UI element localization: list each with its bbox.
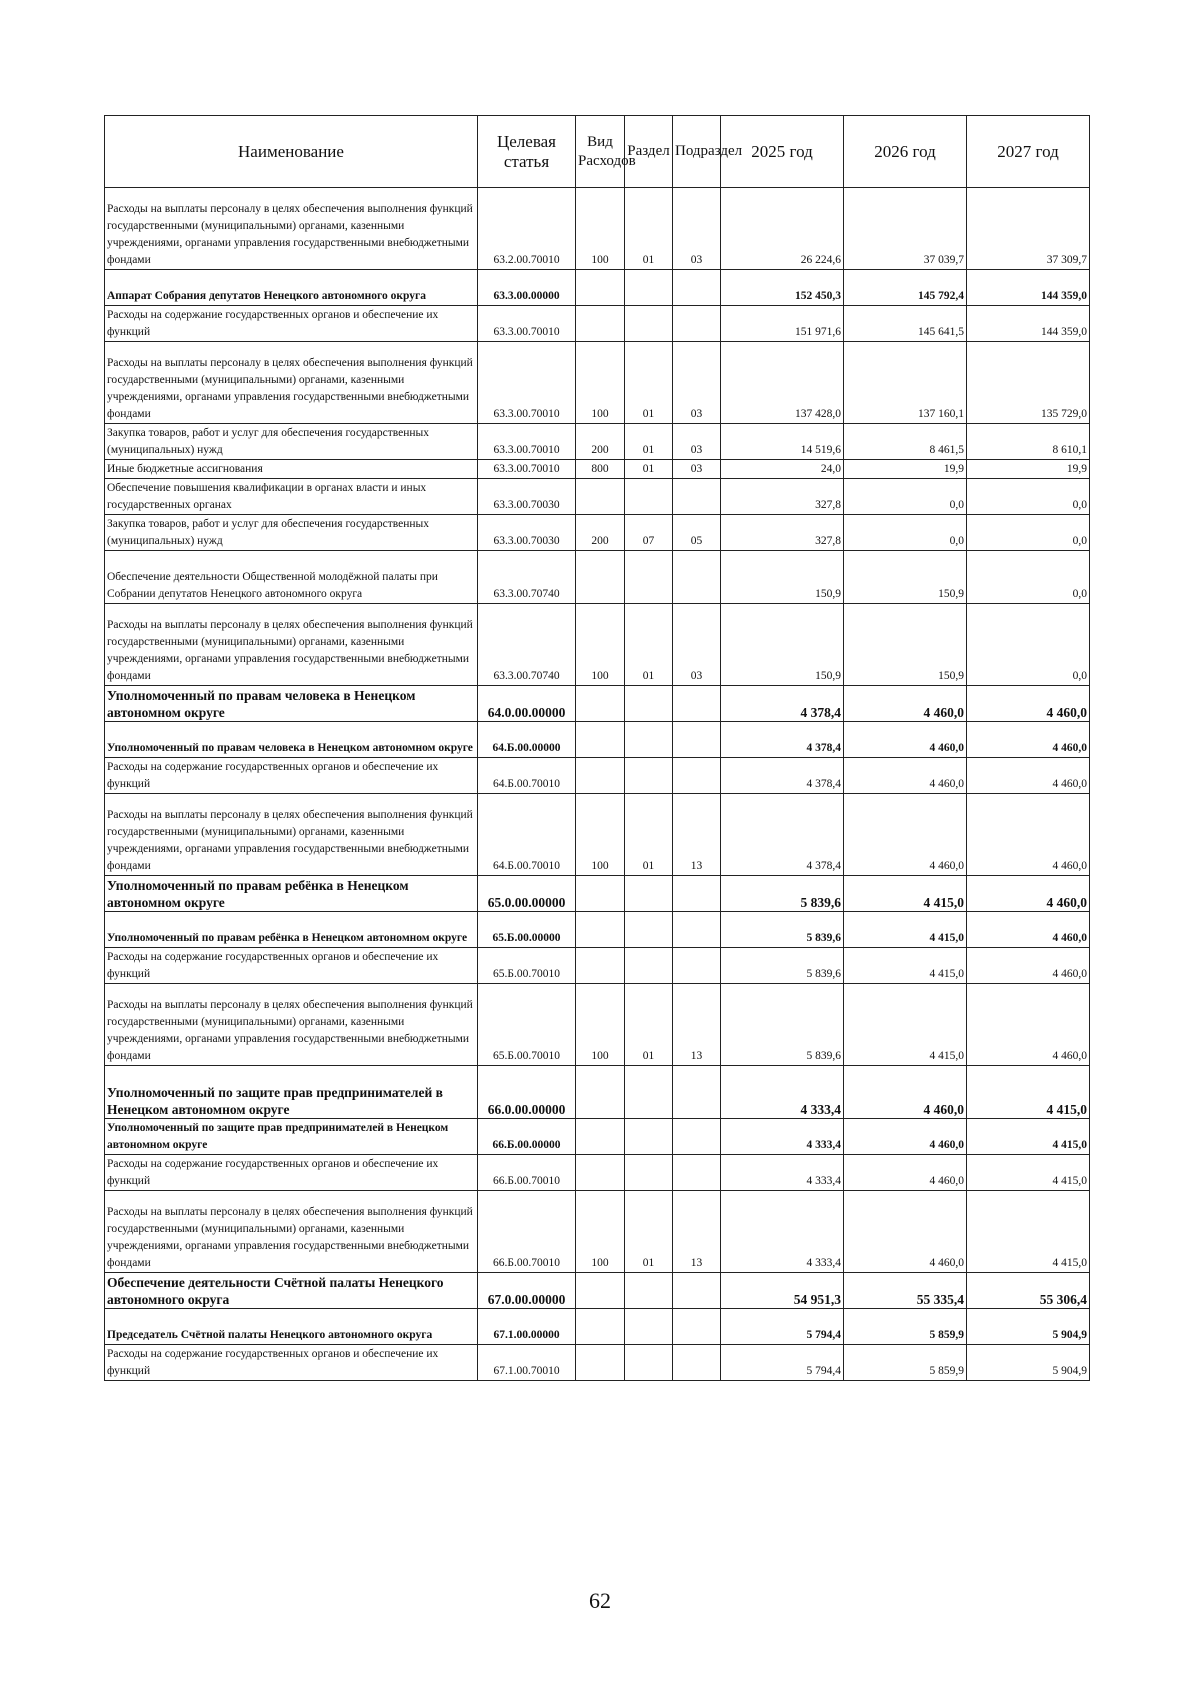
table-row: [105, 1345, 1090, 1381]
row-value-2025-cell: 4 378,4: [721, 686, 844, 722]
row-section-cell: [625, 1155, 673, 1191]
row-subsection-cell: [673, 1273, 721, 1309]
row-name-cell: Уполномоченный по защите прав предпринимателей в Ненецком автономном округе: [105, 1066, 478, 1119]
table-row: [105, 912, 1090, 948]
row-value-2026-cell: 4 460,0: [844, 794, 967, 876]
table-header: [105, 116, 1090, 188]
row-expense-kind-cell: [576, 479, 625, 515]
row-value-2025-cell: 5 839,6: [721, 948, 844, 984]
row-target-article-cell: 65.Б.00.70010: [478, 948, 576, 984]
column-header-target-article: Целевая статья: [478, 116, 576, 188]
row-section-cell: 01: [625, 424, 673, 460]
row-name-cell: Расходы на выплаты персоналу в целях обеспечения выполнения функций государственными (муниципальными) органами, казенными учреждениями, органами управления государственными внебюджетными фондами: [105, 188, 478, 270]
row-value-2025-cell: 4 333,4: [721, 1191, 844, 1273]
row-value-2026-cell: 4 460,0: [844, 686, 967, 722]
row-value-2026-cell: 0,0: [844, 479, 967, 515]
row-section-cell: [625, 1345, 673, 1381]
row-name-cell: Аппарат Собрания депутатов Ненецкого автономного округа: [105, 270, 478, 306]
table-row: [105, 1155, 1090, 1191]
row-subsection-cell: [673, 1155, 721, 1191]
row-expense-kind-cell: [576, 551, 625, 604]
row-value-2025-cell: 4 333,4: [721, 1119, 844, 1155]
row-subsection-cell: 13: [673, 1191, 721, 1273]
row-expense-kind-cell: [576, 912, 625, 948]
row-section-cell: [625, 270, 673, 306]
row-expense-kind-cell: [576, 948, 625, 984]
row-value-2027-cell: 4 460,0: [967, 794, 1090, 876]
table-row: [105, 984, 1090, 1066]
row-value-2025-cell: 327,8: [721, 515, 844, 551]
row-target-article-cell: 64.Б.00.70010: [478, 758, 576, 794]
row-section-cell: [625, 1273, 673, 1309]
row-value-2026-cell: 8 461,5: [844, 424, 967, 460]
row-value-2025-cell: 54 951,3: [721, 1273, 844, 1309]
row-section-cell: 01: [625, 984, 673, 1066]
row-target-article-cell: 66.Б.00.00000: [478, 1119, 576, 1155]
row-value-2027-cell: 5 904,9: [967, 1345, 1090, 1381]
row-subsection-cell: [673, 306, 721, 342]
row-target-article-cell: 64.0.00.00000: [478, 686, 576, 722]
table-row: [105, 948, 1090, 984]
table-row: [105, 1119, 1090, 1155]
row-value-2027-cell: 4 460,0: [967, 984, 1090, 1066]
table-row: [105, 1273, 1090, 1309]
row-expense-kind-cell: [576, 686, 625, 722]
row-value-2026-cell: 4 460,0: [844, 1191, 967, 1273]
row-section-cell: [625, 1309, 673, 1345]
row-value-2026-cell: 4 415,0: [844, 912, 967, 948]
row-value-2027-cell: 4 460,0: [967, 876, 1090, 912]
table-row: [105, 722, 1090, 758]
row-target-article-cell: 66.Б.00.70010: [478, 1191, 576, 1273]
row-section-cell: 01: [625, 1191, 673, 1273]
row-section-cell: 01: [625, 794, 673, 876]
row-target-article-cell: 63.3.00.70740: [478, 551, 576, 604]
row-value-2026-cell: 5 859,9: [844, 1345, 967, 1381]
row-value-2026-cell: 4 460,0: [844, 1119, 967, 1155]
row-value-2027-cell: 4 460,0: [967, 686, 1090, 722]
row-target-article-cell: 67.1.00.00000: [478, 1309, 576, 1345]
row-subsection-cell: [673, 1066, 721, 1119]
row-section-cell: [625, 1119, 673, 1155]
row-expense-kind-cell: 100: [576, 604, 625, 686]
table-row: [105, 1066, 1090, 1119]
row-value-2026-cell: 4 460,0: [844, 1066, 967, 1119]
row-target-article-cell: 65.Б.00.00000: [478, 912, 576, 948]
row-name-cell: Обеспечение повышения квалификации в органах власти и иных государственных органах: [105, 479, 478, 515]
row-name-cell: Обеспечение деятельности Счётной палаты Ненецкого автономного округа: [105, 1273, 478, 1309]
row-name-cell: Закупка товаров, работ и услуг для обеспечения государственных (муниципальных) нужд: [105, 424, 478, 460]
row-name-cell: Уполномоченный по правам человека в Ненецком автономном округе: [105, 722, 478, 758]
row-section-cell: [625, 876, 673, 912]
row-name-cell: Расходы на выплаты персоналу в целях обеспечения выполнения функций государственными (муниципальными) органами, казенными учреждениями, органами управления государственными внебюджетными фондами: [105, 604, 478, 686]
budget-table: [104, 115, 1090, 1381]
table-row: [105, 479, 1090, 515]
row-value-2027-cell: 8 610,1: [967, 424, 1090, 460]
row-value-2027-cell: 55 306,4: [967, 1273, 1090, 1309]
row-target-article-cell: 63.3.00.70740: [478, 604, 576, 686]
row-value-2026-cell: 55 335,4: [844, 1273, 967, 1309]
row-target-article-cell: 63.3.00.00000: [478, 270, 576, 306]
row-subsection-cell: [673, 758, 721, 794]
row-subsection-cell: [673, 551, 721, 604]
row-value-2025-cell: 4 378,4: [721, 758, 844, 794]
row-target-article-cell: 67.1.00.70010: [478, 1345, 576, 1381]
table-row: [105, 460, 1090, 479]
column-header-2026: 2026 год: [844, 116, 967, 188]
row-section-cell: 01: [625, 342, 673, 424]
row-name-cell: Председатель Счётной палаты Ненецкого автономного округа: [105, 1309, 478, 1345]
table-row: [105, 306, 1090, 342]
row-name-cell: Иные бюджетные ассигнования: [105, 460, 478, 479]
row-value-2025-cell: 137 428,0: [721, 342, 844, 424]
row-value-2027-cell: 0,0: [967, 515, 1090, 551]
row-value-2026-cell: 4 415,0: [844, 984, 967, 1066]
row-value-2025-cell: 4 333,4: [721, 1155, 844, 1191]
row-name-cell: Расходы на выплаты персоналу в целях обеспечения выполнения функций государственными (муниципальными) органами, казенными учреждениями, органами управления государственными внебюджетными фондами: [105, 984, 478, 1066]
row-name-cell: Обеспечение деятельности Общественной молодёжной палаты при Собрании депутатов Ненецкого автономного округа: [105, 551, 478, 604]
row-target-article-cell: 63.3.00.70010: [478, 342, 576, 424]
row-subsection-cell: [673, 1345, 721, 1381]
row-value-2026-cell: 145 792,4: [844, 270, 967, 306]
row-section-cell: 01: [625, 604, 673, 686]
row-subsection-cell: [673, 1119, 721, 1155]
row-value-2025-cell: 14 519,6: [721, 424, 844, 460]
row-value-2025-cell: 4 378,4: [721, 794, 844, 876]
row-expense-kind-cell: 200: [576, 515, 625, 551]
row-value-2025-cell: 5 794,4: [721, 1345, 844, 1381]
row-value-2027-cell: 4 460,0: [967, 948, 1090, 984]
row-section-cell: [625, 551, 673, 604]
row-value-2026-cell: 4 415,0: [844, 948, 967, 984]
row-value-2025-cell: 5 839,6: [721, 984, 844, 1066]
row-target-article-cell: 63.3.00.70030: [478, 515, 576, 551]
row-section-cell: [625, 1066, 673, 1119]
row-value-2025-cell: 5 839,6: [721, 912, 844, 948]
row-expense-kind-cell: [576, 876, 625, 912]
row-section-cell: 07: [625, 515, 673, 551]
column-header-expense-kind: Вид Расходов: [576, 116, 625, 188]
table-row: [105, 758, 1090, 794]
row-target-article-cell: 64.Б.00.70010: [478, 794, 576, 876]
table-row: [105, 342, 1090, 424]
row-target-article-cell: 63.3.00.70010: [478, 424, 576, 460]
table-row: [105, 424, 1090, 460]
table-row: [105, 270, 1090, 306]
row-expense-kind-cell: 100: [576, 188, 625, 270]
row-value-2025-cell: 26 224,6: [721, 188, 844, 270]
row-value-2025-cell: 4 333,4: [721, 1066, 844, 1119]
row-target-article-cell: 65.0.00.00000: [478, 876, 576, 912]
table-row: [105, 876, 1090, 912]
row-subsection-cell: 03: [673, 188, 721, 270]
row-subsection-cell: [673, 479, 721, 515]
row-value-2026-cell: 0,0: [844, 515, 967, 551]
row-expense-kind-cell: [576, 1345, 625, 1381]
row-target-article-cell: 66.Б.00.70010: [478, 1155, 576, 1191]
row-expense-kind-cell: [576, 1119, 625, 1155]
table-row: [105, 604, 1090, 686]
row-target-article-cell: 63.2.00.70010: [478, 188, 576, 270]
row-value-2027-cell: 0,0: [967, 604, 1090, 686]
table-row: [105, 515, 1090, 551]
row-value-2027-cell: 4 460,0: [967, 912, 1090, 948]
row-value-2025-cell: 5 839,6: [721, 876, 844, 912]
row-name-cell: Закупка товаров, работ и услуг для обеспечения государственных (муниципальных) нужд: [105, 515, 478, 551]
row-value-2025-cell: 150,9: [721, 604, 844, 686]
row-subsection-cell: [673, 686, 721, 722]
table-row: [105, 794, 1090, 876]
row-value-2027-cell: 144 359,0: [967, 270, 1090, 306]
row-value-2026-cell: 137 160,1: [844, 342, 967, 424]
row-value-2025-cell: 4 378,4: [721, 722, 844, 758]
row-name-cell: Расходы на выплаты персоналу в целях обеспечения выполнения функций государственными (муниципальными) органами, казенными учреждениями, органами управления государственными внебюджетными фондами: [105, 1191, 478, 1273]
row-value-2027-cell: 4 415,0: [967, 1191, 1090, 1273]
row-target-article-cell: 67.0.00.00000: [478, 1273, 576, 1309]
column-header-2025: 2025 год: [721, 116, 844, 188]
row-expense-kind-cell: [576, 1309, 625, 1345]
row-value-2026-cell: 4 415,0: [844, 876, 967, 912]
row-target-article-cell: 63.3.00.70010: [478, 460, 576, 479]
row-subsection-cell: 03: [673, 342, 721, 424]
row-name-cell: Расходы на содержание государственных органов и обеспечение их функций: [105, 1345, 478, 1381]
table-row: [105, 1309, 1090, 1345]
row-name-cell: Расходы на содержание государственных органов и обеспечение их функций: [105, 1155, 478, 1191]
row-value-2027-cell: 4 415,0: [967, 1066, 1090, 1119]
row-target-article-cell: 63.3.00.70010: [478, 306, 576, 342]
row-subsection-cell: [673, 270, 721, 306]
column-header-subsection: Подраздел: [673, 116, 721, 188]
row-value-2025-cell: 151 971,6: [721, 306, 844, 342]
table-row: [105, 1191, 1090, 1273]
row-section-cell: [625, 479, 673, 515]
row-name-cell: Расходы на содержание государственных органов и обеспечение их функций: [105, 948, 478, 984]
row-subsection-cell: 13: [673, 794, 721, 876]
row-value-2026-cell: 37 039,7: [844, 188, 967, 270]
row-value-2026-cell: 5 859,9: [844, 1309, 967, 1345]
row-name-cell: Расходы на выплаты персоналу в целях обеспечения выполнения функций государственными (муниципальными) органами, казенными учреждениями, органами управления государственными внебюджетными фондами: [105, 794, 478, 876]
table-row: [105, 188, 1090, 270]
row-subsection-cell: 03: [673, 424, 721, 460]
row-subsection-cell: 13: [673, 984, 721, 1066]
row-name-cell: Уполномоченный по правам ребёнка в Ненецком автономном округе: [105, 912, 478, 948]
row-expense-kind-cell: [576, 722, 625, 758]
row-section-cell: [625, 912, 673, 948]
row-subsection-cell: 05: [673, 515, 721, 551]
row-expense-kind-cell: 100: [576, 794, 625, 876]
row-expense-kind-cell: 100: [576, 984, 625, 1066]
row-value-2025-cell: 152 450,3: [721, 270, 844, 306]
row-value-2026-cell: 4 460,0: [844, 1155, 967, 1191]
row-value-2026-cell: 145 641,5: [844, 306, 967, 342]
page-number: 62: [589, 1588, 611, 1613]
row-target-article-cell: 63.3.00.70030: [478, 479, 576, 515]
row-subsection-cell: [673, 948, 721, 984]
row-expense-kind-cell: 100: [576, 1191, 625, 1273]
row-value-2026-cell: 150,9: [844, 551, 967, 604]
row-subsection-cell: [673, 876, 721, 912]
row-value-2027-cell: 37 309,7: [967, 188, 1090, 270]
row-expense-kind-cell: [576, 1066, 625, 1119]
row-value-2027-cell: 135 729,0: [967, 342, 1090, 424]
row-value-2026-cell: 150,9: [844, 604, 967, 686]
row-expense-kind-cell: [576, 306, 625, 342]
row-name-cell: Уполномоченный по правам человека в Ненецком автономном округе: [105, 686, 478, 722]
row-value-2027-cell: 144 359,0: [967, 306, 1090, 342]
row-section-cell: [625, 948, 673, 984]
row-value-2027-cell: 4 415,0: [967, 1119, 1090, 1155]
column-header-2027: 2027 год: [967, 116, 1090, 188]
row-name-cell: Расходы на выплаты персоналу в целях обеспечения выполнения функций государственными (муниципальными) органами, казенными учреждениями, органами управления государственными внебюджетными фондами: [105, 342, 478, 424]
row-value-2025-cell: 5 794,4: [721, 1309, 844, 1345]
table-body: [105, 188, 1090, 1381]
row-value-2027-cell: 0,0: [967, 479, 1090, 515]
row-value-2026-cell: 4 460,0: [844, 722, 967, 758]
row-value-2027-cell: 0,0: [967, 551, 1090, 604]
row-name-cell: Расходы на содержание государственных органов и обеспечение их функций: [105, 306, 478, 342]
row-value-2025-cell: 327,8: [721, 479, 844, 515]
row-value-2027-cell: 19,9: [967, 460, 1090, 479]
row-name-cell: Расходы на содержание государственных органов и обеспечение их функций: [105, 758, 478, 794]
row-section-cell: [625, 306, 673, 342]
row-section-cell: [625, 686, 673, 722]
row-name-cell: Уполномоченный по защите прав предпринимателей в Ненецком автономном округе: [105, 1119, 478, 1155]
row-value-2027-cell: 4 460,0: [967, 722, 1090, 758]
row-expense-kind-cell: 200: [576, 424, 625, 460]
row-section-cell: 01: [625, 188, 673, 270]
row-name-cell: Уполномоченный по правам ребёнка в Ненецком автономном округе: [105, 876, 478, 912]
table-row: [105, 551, 1090, 604]
row-value-2026-cell: 4 460,0: [844, 758, 967, 794]
row-subsection-cell: [673, 722, 721, 758]
table-row: [105, 686, 1090, 722]
row-expense-kind-cell: [576, 1273, 625, 1309]
column-header-name: Наименование: [105, 116, 478, 188]
row-value-2027-cell: 4 415,0: [967, 1155, 1090, 1191]
row-target-article-cell: 65.Б.00.70010: [478, 984, 576, 1066]
column-header-section: Раздел: [625, 116, 673, 188]
row-expense-kind-cell: [576, 270, 625, 306]
row-subsection-cell: 03: [673, 460, 721, 479]
row-value-2025-cell: 24,0: [721, 460, 844, 479]
row-section-cell: [625, 758, 673, 794]
row-section-cell: 01: [625, 460, 673, 479]
row-section-cell: [625, 722, 673, 758]
row-expense-kind-cell: 100: [576, 342, 625, 424]
row-value-2027-cell: 4 460,0: [967, 758, 1090, 794]
row-subsection-cell: [673, 1309, 721, 1345]
row-expense-kind-cell: [576, 1155, 625, 1191]
row-value-2027-cell: 5 904,9: [967, 1309, 1090, 1345]
row-value-2025-cell: 150,9: [721, 551, 844, 604]
row-expense-kind-cell: [576, 758, 625, 794]
row-target-article-cell: 66.0.00.00000: [478, 1066, 576, 1119]
row-subsection-cell: 03: [673, 604, 721, 686]
row-expense-kind-cell: 800: [576, 460, 625, 479]
row-subsection-cell: [673, 912, 721, 948]
row-value-2026-cell: 19,9: [844, 460, 967, 479]
row-target-article-cell: 64.Б.00.00000: [478, 722, 576, 758]
